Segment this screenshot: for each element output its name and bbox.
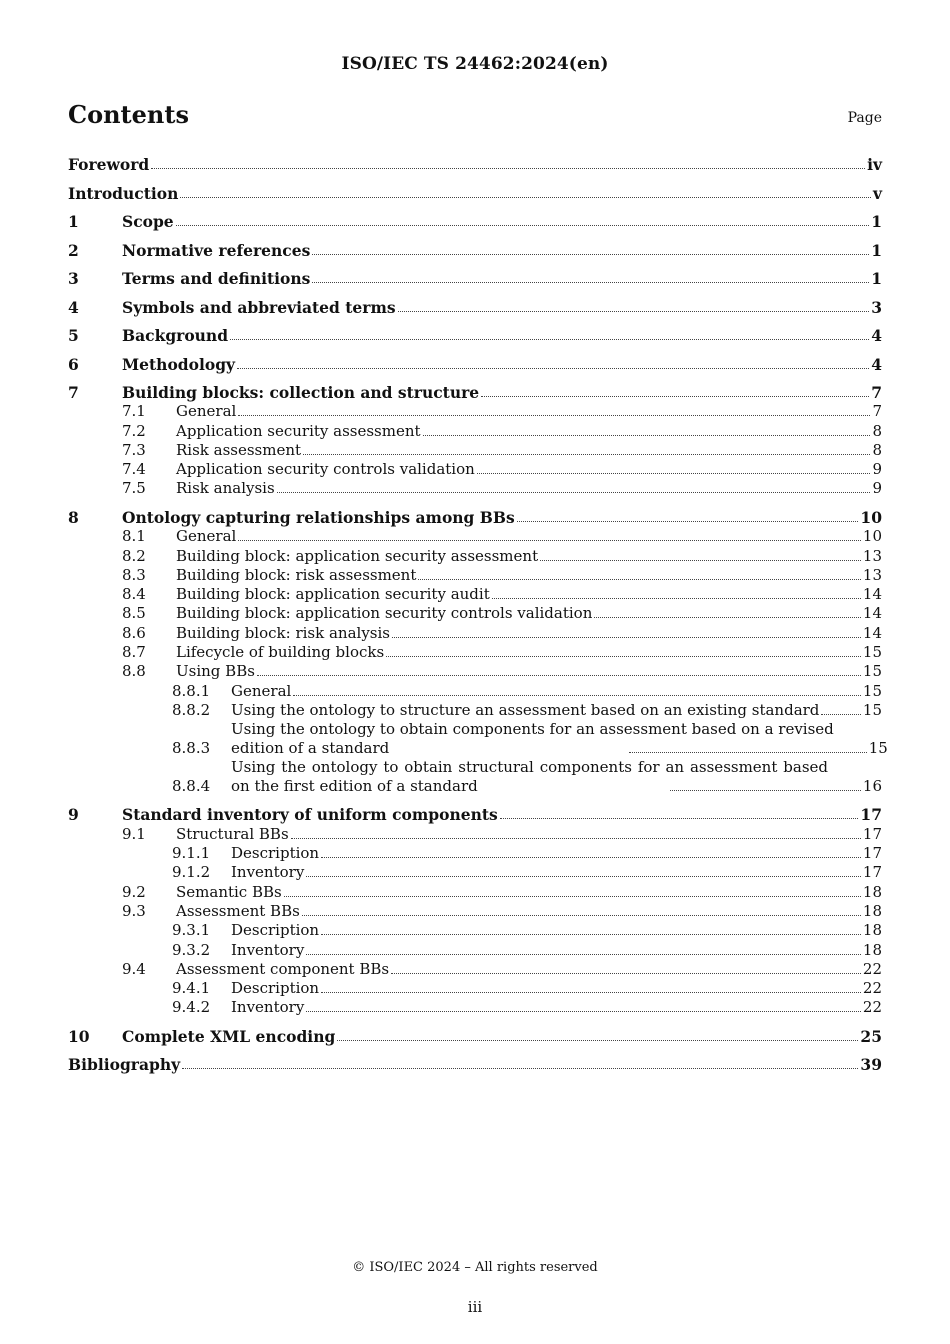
toc-entry-number: 9 [68, 805, 79, 825]
toc-entry-page: 4 [871, 354, 882, 374]
dot-leader [477, 469, 871, 474]
document-header: ISO/IEC TS 24462:2024(en) [341, 54, 609, 74]
toc-entry-number: 10 [68, 1026, 90, 1046]
toc-entry-title: Risk assessment [176, 440, 302, 459]
toc-entry[interactable] [68, 643, 882, 662]
dot-leader [238, 536, 861, 541]
toc-entry-page: 1 [871, 240, 882, 260]
toc-entry-number: 8.8.4 [172, 776, 211, 795]
toc-entry-page: 18 [862, 940, 882, 959]
toc-entry[interactable] [68, 585, 882, 604]
dot-leader [180, 193, 871, 198]
dot-leader [391, 969, 861, 974]
toc-entry[interactable] [68, 326, 882, 345]
toc-entry-title: Assessment component BBs [176, 959, 390, 978]
page-number: iii [467, 1298, 483, 1316]
toc-entry-page: 16 [862, 776, 883, 795]
toc-entry-title: Inventory [231, 940, 305, 959]
toc-entry-number: 1 [68, 212, 79, 231]
toc-entry[interactable] [68, 508, 882, 527]
toc-entry-page: 9 [872, 460, 882, 479]
toc-entry-title: Normative references [122, 240, 311, 260]
toc-entry-title: Description [231, 844, 320, 863]
toc-entry-title: Risk analysis [176, 479, 275, 498]
toc-entry[interactable] [68, 882, 882, 901]
toc-entry-title: Using the ontology to structure an assessment based on an existing standard [231, 700, 820, 719]
toc-entry-page: 17 [862, 863, 882, 882]
dot-leader [306, 1007, 861, 1012]
toc-entry[interactable] [68, 960, 882, 979]
toc-entry[interactable] [68, 701, 882, 720]
toc-entry[interactable] [68, 1027, 882, 1046]
toc-entry[interactable] [68, 979, 882, 998]
dot-leader [312, 250, 869, 255]
toc-entry[interactable] [68, 402, 882, 421]
dot-leader [291, 834, 861, 839]
toc-entry-title: Building block: risk analysis [176, 623, 390, 642]
toc-entry-title: Using the ontology to obtain structural components for an assessment based [231, 757, 828, 776]
toc-entry-page: 13 [862, 546, 882, 565]
toc-entry-number: 3 [68, 269, 79, 288]
toc-entry-page: 15 [862, 643, 882, 662]
toc-entry-page: 1 [871, 269, 882, 288]
toc-entry[interactable] [68, 681, 882, 700]
toc-entry-page: 8 [872, 440, 882, 459]
toc-entry-number: 9.1 [122, 824, 146, 843]
toc-entry[interactable] [68, 184, 882, 203]
toc-entry-page: 4 [871, 326, 882, 345]
dot-leader [418, 575, 861, 580]
toc-entry-page: 10 [860, 507, 882, 527]
dot-leader [230, 335, 869, 340]
toc-entry-title: Scope [122, 212, 174, 231]
toc-entry-page: 15 [862, 681, 882, 700]
toc-entry-title: Application security assessment [176, 421, 421, 440]
toc-entry-number: 9.4.1 [172, 979, 211, 998]
toc-entry-title: Introduction [68, 183, 179, 203]
toc-entry[interactable] [68, 940, 882, 959]
toc-entry-title: Building block: risk assessment [176, 565, 417, 584]
toc-entry-page: 39 [860, 1055, 882, 1075]
toc-entry-page: 15 [862, 662, 882, 681]
toc-entry[interactable] [68, 421, 882, 440]
dot-leader [151, 164, 865, 169]
dot-leader [481, 392, 869, 397]
toc-entry-page: 7 [871, 383, 882, 402]
copyright-notice: © ISO/IEC 2024 – All rights reserved [352, 1260, 598, 1275]
dot-leader [293, 691, 861, 696]
toc-entry-title: Methodology [122, 354, 236, 374]
toc-entry-page: 15 [868, 738, 888, 757]
dot-leader [337, 1036, 858, 1041]
dot-leader [517, 517, 859, 522]
toc-entry[interactable] [68, 155, 882, 174]
page-column-label: Page [847, 110, 882, 126]
toc-entry-number: 7.3 [122, 440, 146, 459]
toc-entry[interactable] [68, 719, 888, 758]
toc-entry-title: Description [231, 979, 320, 998]
toc-entry[interactable] [68, 805, 882, 824]
toc-entry-page: 13 [862, 565, 882, 584]
toc-entry-page: 17 [862, 844, 882, 863]
toc-entry-page: 18 [862, 921, 882, 940]
dot-leader [629, 748, 867, 753]
toc-entry-title: Semantic BBs [176, 882, 282, 901]
toc-entry-title: Using the ontology to obtain components for an assessment based on a revised [231, 719, 834, 738]
dot-leader [312, 278, 869, 283]
toc-entry-page: 15 [862, 700, 882, 719]
toc-entry[interactable] [68, 758, 882, 796]
toc-entry-number: 5 [68, 326, 79, 345]
toc-entry-page: 14 [862, 623, 882, 642]
toc-entry-title: Ontology capturing relationships among BBs [122, 507, 515, 527]
toc-entry-title: Background [122, 326, 229, 345]
table-of-contents [68, 151, 888, 1075]
dot-leader [321, 988, 861, 993]
toc-entry-page: 10 [862, 527, 882, 546]
dot-leader [237, 364, 869, 369]
toc-entry[interactable] [68, 921, 882, 940]
dot-leader [306, 872, 861, 877]
toc-entry-number: 8.5 [122, 604, 146, 623]
toc-entry-page: v [872, 183, 882, 203]
toc-entry[interactable] [68, 355, 882, 374]
toc-entry-number: 8.3 [122, 565, 146, 584]
dot-leader [321, 853, 861, 858]
toc-entry-number: 7 [68, 383, 79, 402]
toc-entry[interactable] [68, 212, 882, 231]
toc-entry-title: Standard inventory of uniform components [122, 805, 498, 825]
toc-entry-number: 9.1.2 [172, 863, 211, 882]
toc-entry-number: 8.8 [122, 662, 146, 681]
dot-leader [306, 950, 861, 955]
dot-leader [594, 613, 861, 618]
dot-leader [302, 911, 861, 916]
toc-entry[interactable] [68, 604, 882, 623]
toc-entry-page: 7 [872, 402, 882, 421]
toc-entry-title: Using BBs [176, 662, 255, 681]
toc-entry-title: General [176, 402, 237, 421]
toc-entry[interactable] [68, 998, 882, 1017]
toc-entry-number: 9.2 [122, 882, 146, 901]
dot-leader [670, 786, 861, 791]
toc-entry[interactable] [68, 1055, 882, 1074]
toc-entry-title: Assessment BBs [176, 901, 300, 920]
dot-leader [540, 556, 861, 561]
toc-entry-number: 9.3 [122, 901, 146, 920]
dot-leader [492, 594, 861, 599]
toc-entry-number: 9.1.1 [172, 844, 211, 863]
toc-entry-number: 7.2 [122, 421, 146, 440]
dot-leader [321, 930, 861, 935]
toc-entry[interactable] [68, 662, 882, 681]
toc-entry[interactable] [68, 241, 882, 260]
toc-entry-page: 22 [862, 979, 882, 998]
toc-entry-number: 8.7 [122, 643, 146, 662]
toc-entry-page: 22 [862, 998, 882, 1017]
toc-entry-number: 7.4 [122, 460, 146, 479]
toc-entry-number: 7.1 [122, 402, 146, 421]
toc-entry-number: 8.8.2 [172, 700, 211, 719]
toc-entry[interactable] [68, 863, 882, 882]
toc-entry[interactable] [68, 546, 882, 565]
toc-entry[interactable] [68, 623, 882, 642]
dot-leader [257, 671, 861, 676]
toc-entry-page: 8 [872, 421, 882, 440]
toc-entry-title: Symbols and abbreviated terms [122, 297, 396, 317]
toc-entry-title: Building block: application security controls validation [176, 604, 593, 623]
toc-entry-page: 17 [860, 805, 882, 825]
toc-entry-title: Inventory [231, 863, 305, 882]
toc-entry-page: 18 [862, 901, 882, 920]
toc-entry-title: Application security controls validation [176, 460, 475, 479]
dot-leader [423, 431, 871, 436]
toc-entry[interactable] [68, 383, 882, 402]
dot-leader [303, 450, 870, 455]
toc-entry[interactable] [68, 298, 882, 317]
toc-entry-number: 6 [68, 354, 79, 374]
toc-entry[interactable] [68, 479, 882, 498]
dot-leader [398, 307, 870, 312]
toc-entry-title: Foreword [68, 155, 150, 174]
toc-entry-number: 8.1 [122, 527, 146, 546]
toc-entry-number: 8.6 [122, 623, 146, 642]
toc-entry[interactable] [68, 460, 882, 479]
toc-entry-title: Lifecycle of building blocks [176, 643, 385, 662]
toc-entry-title: Description [231, 921, 320, 940]
toc-entry-number: 8.4 [122, 585, 146, 604]
dot-leader [277, 488, 871, 493]
toc-entry-title: Structural BBs [176, 824, 289, 843]
toc-entry-number: 2 [68, 240, 79, 260]
toc-entry-number: 7.5 [122, 479, 146, 498]
toc-entry-page: 1 [871, 212, 882, 231]
toc-entry-title-continued: on the first edition of a standard [231, 776, 478, 795]
page-title: Contents [68, 100, 189, 129]
toc-entry-number: 8 [68, 507, 79, 527]
toc-entry-page: 9 [872, 479, 882, 498]
dot-leader [176, 221, 870, 226]
toc-entry-title: General [231, 681, 292, 700]
dot-leader [182, 1064, 858, 1069]
toc-entry[interactable] [68, 441, 882, 460]
toc-entry-page: 17 [862, 824, 882, 843]
toc-entry-title: Bibliography [68, 1055, 181, 1075]
toc-entry-title: Building block: application security assessment [176, 546, 539, 565]
toc-entry-number: 8.8.3 [172, 738, 211, 757]
toc-entry[interactable] [68, 269, 882, 288]
toc-entry-page: 22 [862, 959, 882, 978]
toc-entry-title: Complete XML encoding [122, 1026, 336, 1046]
toc-entry-number: 8.8.1 [172, 681, 211, 700]
toc-entry-title: Terms and definitions [122, 269, 311, 288]
toc-entry-page: 14 [862, 585, 882, 604]
toc-entry-number: 9.3.1 [172, 921, 211, 940]
toc-entry-page: iv [867, 155, 882, 174]
dot-leader [386, 652, 861, 657]
dot-leader [284, 892, 861, 897]
toc-entry-title: Building blocks: collection and structure [122, 383, 480, 402]
toc-entry-title-continued: edition of a standard [231, 738, 390, 757]
toc-entry-title: Inventory [231, 998, 305, 1017]
dot-leader [392, 633, 861, 638]
toc-entry-number: 9.4.2 [172, 998, 211, 1017]
dot-leader [500, 814, 859, 819]
toc-entry-page: 18 [862, 882, 882, 901]
toc-entry-number: 8.2 [122, 546, 146, 565]
toc-entry-title: Building block: application security audit [176, 585, 490, 604]
toc-entry-page: 25 [860, 1026, 882, 1046]
toc-entry[interactable] [68, 902, 882, 921]
dot-leader [821, 710, 861, 715]
toc-entry[interactable] [68, 824, 882, 843]
toc-entry-page: 14 [862, 604, 882, 623]
toc-entry-number: 9.3.2 [172, 940, 211, 959]
toc-entry[interactable] [68, 844, 882, 863]
toc-entry-page: 3 [871, 297, 882, 317]
toc-entry-number: 9.4 [122, 959, 146, 978]
toc-entry-number: 4 [68, 297, 79, 317]
toc-entry-title: General [176, 527, 237, 546]
toc-entry[interactable] [68, 566, 882, 585]
toc-entry[interactable] [68, 527, 882, 546]
dot-leader [238, 411, 870, 416]
